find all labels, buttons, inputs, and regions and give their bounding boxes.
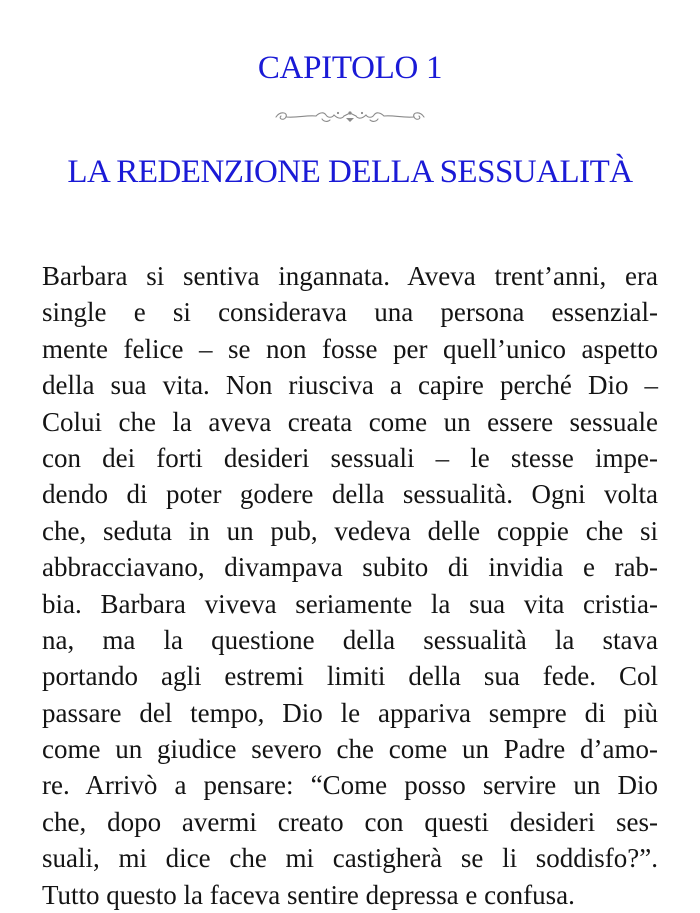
- paragraph-line: Colui che la aveva creata come un essere sessuale: [42, 406, 658, 437]
- paragraph-line: con dei forti desideri sessuali – le stesse impe-: [42, 442, 658, 473]
- paragraph-line: Barbara si sentiva ingannata. Aveva trent’anni, era: [42, 261, 658, 291]
- chapter-label: CAPITOLO 1: [257, 50, 443, 86]
- paragraph-line: suali, mi dice che mi castigherà se li soddisfo?”.: [42, 843, 658, 874]
- paragraph-line: Tutto questo la faceva sentire depressa e confusa.: [42, 879, 575, 910]
- paragraph-line: dendo di poter godere della sessualità. Ogni volta: [42, 479, 658, 510]
- paragraph-line: mente felice – se non fosse per quell’unico aspetto: [42, 333, 658, 364]
- paragraph-line: single e si considerava una persona essenzial-: [42, 297, 658, 328]
- paragraph-line: na, ma la questione della sessualità la stava: [42, 624, 658, 655]
- body-paragraph: [42, 258, 658, 913]
- paragraph-line: bia. Barbara viveva seriamente la sua vita cristia-: [42, 588, 658, 619]
- flourish-divider-icon: [272, 106, 428, 126]
- paragraph-line: che, dopo avermi creato con questi desideri ses-: [42, 806, 658, 837]
- paragraph-line: che, seduta in un pub, vedeva delle coppie che si: [42, 515, 658, 546]
- paragraph-line: della sua vita. Non riusciva a capire perché Dio –: [42, 370, 658, 401]
- paragraph-line: come un giudice severo che come un Padre d’amo-: [42, 734, 658, 765]
- chapter-title: LA REDENZIONE DELLA SESSUALITÀ: [67, 154, 633, 190]
- paragraph-line: re. Arrivò a pensare: “Come posso servire un Dio: [42, 770, 658, 801]
- paragraph-line: portando agli estremi limiti della sua fede. Col: [42, 661, 658, 692]
- paragraph-line: passare del tempo, Dio le appariva sempre di più: [42, 697, 658, 728]
- paragraph-line: abbracciavano, divampava subito di invidia e rab-: [42, 552, 658, 583]
